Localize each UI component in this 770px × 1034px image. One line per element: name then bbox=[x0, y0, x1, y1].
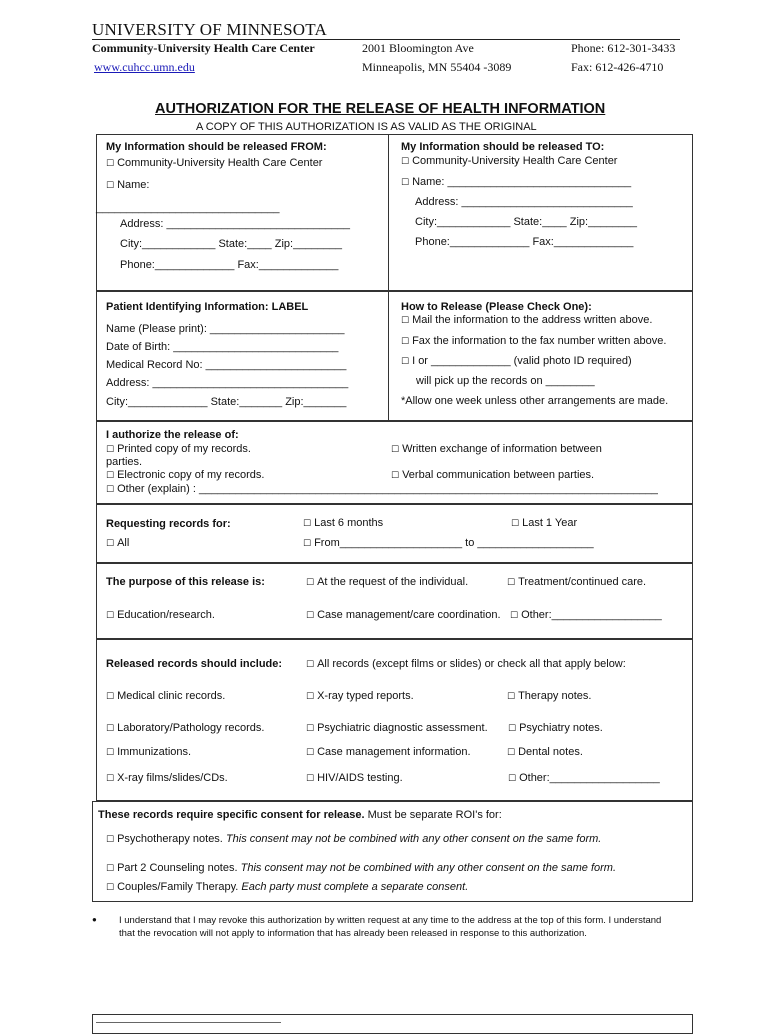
released-label: Released records should include: bbox=[106, 658, 283, 670]
requesting-label: Requesting records for: bbox=[106, 518, 231, 530]
specific-couples[interactable] bbox=[106, 881, 468, 893]
specific-heading-line bbox=[98, 809, 502, 821]
address-line-1: 2001 Bloomington Ave bbox=[362, 41, 474, 55]
address-line-2: Minneapolis, MN 55404 -3089 bbox=[362, 60, 512, 74]
checkbox-icon: ☐ bbox=[508, 774, 517, 784]
checkbox-icon: ☐ bbox=[106, 864, 115, 874]
checkbox-icon: ☐ bbox=[106, 883, 115, 893]
to-phone-field[interactable]: Phone:_____________ Fax:_____________ bbox=[415, 236, 634, 248]
checkbox-icon: ☐ bbox=[507, 748, 516, 758]
released-psych-assessment-label: Psychiatric diagnostic assessment. bbox=[317, 722, 488, 734]
to-city-field[interactable]: City:____________ State:____ Zip:________ bbox=[415, 216, 638, 228]
from-heading: My Information should be released FROM: bbox=[106, 141, 327, 153]
how-fax-label: Fax the information to the fax number written above. bbox=[412, 335, 667, 347]
released-case-mgmt-info-label: Case management information. bbox=[317, 746, 471, 758]
checkbox-icon: ☐ bbox=[106, 159, 115, 169]
checkbox-icon: ☐ bbox=[401, 337, 410, 347]
checkbox-icon: ☐ bbox=[106, 445, 115, 455]
to-option-center[interactable] bbox=[401, 155, 617, 167]
specific-part2-note: This consent may not be combined with any other consent on the same form. bbox=[240, 862, 617, 874]
checkbox-icon: ☐ bbox=[106, 539, 115, 549]
header-rule bbox=[92, 39, 680, 40]
patient-name-field[interactable]: Name (Please print): ______________________ bbox=[106, 323, 345, 335]
checkbox-icon: ☐ bbox=[106, 471, 115, 481]
requesting-last1year[interactable] bbox=[511, 517, 577, 529]
purpose-box bbox=[96, 563, 693, 639]
how-fax-option[interactable] bbox=[401, 335, 666, 347]
how-pickup-date[interactable]: will pick up the records on ________ bbox=[416, 375, 595, 387]
patient-how-divider bbox=[388, 291, 389, 421]
authorize-parties: parties. bbox=[106, 456, 143, 468]
from-address-field[interactable]: Address: ______________________________ bbox=[120, 218, 350, 230]
requesting-last6[interactable] bbox=[303, 517, 383, 529]
released-other-label: Other:__________________ bbox=[519, 772, 660, 784]
released-medical-clinic-label: Medical clinic records. bbox=[117, 690, 226, 702]
from-phone-field[interactable]: Phone:_____________ Fax:_____________ bbox=[120, 259, 339, 271]
checkbox-icon: ☐ bbox=[391, 471, 400, 481]
checkbox-icon: ☐ bbox=[303, 519, 312, 529]
from-name-field[interactable]: ______________________________ bbox=[96, 202, 280, 214]
requesting-all-label: All bbox=[117, 537, 130, 549]
purpose-label: The purpose of this release is: bbox=[106, 576, 265, 588]
purpose-other-label: Other:__________________ bbox=[521, 609, 662, 621]
patient-city-field[interactable]: City:_____________ State:_______ Zip:_______ bbox=[106, 396, 347, 408]
purpose-individual[interactable] bbox=[306, 576, 468, 588]
to-name-option[interactable] bbox=[401, 176, 631, 188]
authorize-verbal-label: Verbal communication between parties. bbox=[402, 469, 595, 481]
how-note: *Allow one week unless other arrangements are made. bbox=[401, 395, 669, 407]
released-xray-films[interactable] bbox=[106, 772, 228, 784]
requesting-from[interactable] bbox=[303, 537, 594, 549]
released-xray-films-label: X-ray films/slides/CDs. bbox=[117, 772, 228, 784]
released-therapy-label: Therapy notes. bbox=[518, 690, 592, 702]
specific-couples-label: Couples/Family Therapy. bbox=[117, 881, 239, 893]
to-address-field[interactable]: Address: ____________________________ bbox=[415, 196, 633, 208]
released-hiv[interactable] bbox=[306, 772, 403, 784]
purpose-other[interactable] bbox=[510, 609, 662, 621]
released-hiv-label: HIV/AIDS testing. bbox=[317, 772, 403, 784]
checkbox-icon: ☐ bbox=[306, 578, 315, 588]
revoke-text: I understand that I may revoke this authorization by written request at any time to the address at the top of this form. I understand that the revocation will not apply to information that has already been released in response to this authorization. bbox=[119, 915, 662, 939]
authorize-other[interactable] bbox=[106, 483, 658, 495]
released-medical-clinic[interactable] bbox=[106, 690, 225, 702]
from-name-label: Name: bbox=[117, 179, 150, 191]
checkbox-icon: ☐ bbox=[507, 578, 516, 588]
specific-psychotherapy-note: This consent may not be combined with any other consent on the same form. bbox=[225, 833, 602, 845]
purpose-treatment-label: Treatment/continued care. bbox=[518, 576, 647, 588]
checkbox-icon: ☐ bbox=[106, 485, 115, 495]
patient-address-field[interactable]: Address: ________________________________ bbox=[106, 377, 349, 389]
authorize-written-label: Written exchange of information between bbox=[402, 443, 602, 455]
from-to-divider bbox=[388, 134, 389, 291]
checkbox-icon: ☐ bbox=[106, 748, 115, 758]
how-mail-option[interactable] bbox=[401, 314, 652, 326]
released-psych-notes[interactable] bbox=[508, 722, 603, 734]
checkbox-icon: ☐ bbox=[401, 316, 410, 326]
checkbox-icon: ☐ bbox=[106, 724, 115, 734]
checkbox-icon: ☐ bbox=[306, 724, 315, 734]
signature-line bbox=[96, 1022, 281, 1023]
checkbox-icon: ☐ bbox=[306, 611, 315, 621]
checkbox-icon: ☐ bbox=[106, 835, 115, 845]
from-city-field[interactable]: City:____________ State:____ Zip:________ bbox=[120, 238, 343, 250]
how-heading: How to Release (Please Check One): bbox=[401, 301, 592, 313]
purpose-individual-label: At the request of the individual. bbox=[317, 576, 469, 588]
released-all[interactable] bbox=[306, 658, 626, 670]
checkbox-icon: ☐ bbox=[303, 539, 312, 549]
released-xray-typed-label: X-ray typed reports. bbox=[317, 690, 414, 702]
checkbox-icon: ☐ bbox=[106, 692, 115, 702]
authorize-written[interactable] bbox=[391, 443, 602, 455]
specific-heading: These records require specific consent for release. bbox=[98, 809, 365, 821]
released-lab[interactable] bbox=[106, 722, 264, 734]
released-psych-assessment[interactable] bbox=[306, 722, 488, 734]
checkbox-icon: ☐ bbox=[401, 357, 410, 367]
requesting-last6-label: Last 6 months bbox=[314, 517, 384, 529]
specific-part2-label: Part 2 Counseling notes. bbox=[117, 862, 238, 874]
revoke-bullet: ● bbox=[92, 915, 97, 924]
patient-heading: Patient Identifying Information: LABEL bbox=[106, 301, 309, 313]
purpose-case-mgmt[interactable] bbox=[306, 609, 501, 621]
checkbox-icon: ☐ bbox=[306, 660, 315, 670]
released-therapy[interactable] bbox=[507, 690, 591, 702]
released-dental[interactable] bbox=[507, 746, 583, 758]
specific-psychotherapy-label: Psychotherapy notes. bbox=[117, 833, 223, 845]
requesting-from-label: From____________________ to ___________________ bbox=[314, 537, 594, 549]
to-option-center-label: Community-University Health Care Center bbox=[412, 155, 618, 167]
checkbox-icon: ☐ bbox=[391, 445, 400, 455]
authorize-heading: I authorize the release of: bbox=[106, 429, 239, 441]
form-subtitle: A COPY OF THIS AUTHORIZATION IS AS VALID AS THE ORIGINAL bbox=[196, 121, 537, 133]
how-pickup-label: I or _____________ (valid photo ID required) bbox=[412, 355, 632, 367]
checkbox-icon: ☐ bbox=[306, 774, 315, 784]
specific-couples-note: Each party must complete a separate consent. bbox=[241, 881, 469, 893]
checkbox-icon: ☐ bbox=[401, 178, 410, 188]
released-psych-notes-label: Psychiatry notes. bbox=[519, 722, 603, 734]
released-all-label: All records (except films or slides) or check all that apply below: bbox=[317, 658, 626, 670]
requesting-all[interactable] bbox=[106, 537, 129, 549]
specific-heading-suffix: Must be separate ROI's for: bbox=[364, 809, 502, 821]
checkbox-icon: ☐ bbox=[507, 692, 516, 702]
requesting-box bbox=[96, 504, 693, 563]
purpose-treatment[interactable] bbox=[507, 576, 646, 588]
from-option-center[interactable] bbox=[106, 157, 322, 169]
released-dental-label: Dental notes. bbox=[518, 746, 583, 758]
released-case-mgmt-info[interactable] bbox=[306, 746, 471, 758]
checkbox-icon: ☐ bbox=[106, 181, 115, 191]
purpose-education[interactable] bbox=[106, 609, 215, 621]
from-option-center-label: Community-University Health Care Center bbox=[117, 157, 323, 169]
form-title: AUTHORIZATION FOR THE RELEASE OF HEALTH INFORMATION bbox=[155, 101, 606, 117]
checkbox-icon: ☐ bbox=[106, 774, 115, 784]
from-name-option[interactable] bbox=[106, 179, 149, 191]
center-name: Community-University Health Care Center bbox=[92, 41, 315, 55]
checkbox-icon: ☐ bbox=[401, 157, 410, 167]
requesting-last1year-label: Last 1 Year bbox=[522, 517, 578, 529]
website-link[interactable]: www.cuhcc.umn.edu bbox=[94, 60, 195, 74]
checkbox-icon: ☐ bbox=[511, 519, 520, 529]
authorize-printed[interactable] bbox=[106, 443, 251, 455]
specific-psychotherapy[interactable] bbox=[106, 833, 601, 845]
specific-part2[interactable] bbox=[106, 862, 616, 874]
authorize-electronic-label: Electronic copy of my records. bbox=[117, 469, 265, 481]
released-xray-typed[interactable] bbox=[306, 690, 414, 702]
released-other[interactable] bbox=[508, 772, 660, 784]
how-mail-label: Mail the information to the address written above. bbox=[412, 314, 653, 326]
released-immunizations[interactable] bbox=[106, 746, 191, 758]
purpose-education-label: Education/research. bbox=[117, 609, 215, 621]
checkbox-icon: ☐ bbox=[508, 724, 517, 734]
phone: Phone: 612-301-3433 bbox=[571, 41, 676, 55]
university-name: UNIVERSITY OF MINNESOTA bbox=[92, 20, 327, 39]
purpose-case-mgmt-label: Case management/care coordination. bbox=[317, 609, 501, 621]
patient-dob-field[interactable]: Date of Birth: ___________________________ bbox=[106, 341, 339, 353]
fax: Fax: 612-426-4710 bbox=[571, 60, 664, 74]
checkbox-icon: ☐ bbox=[106, 611, 115, 621]
authorize-verbal[interactable] bbox=[391, 469, 594, 481]
authorize-other-label: Other (explain) : ___________________________________________________________________________ bbox=[117, 483, 658, 495]
signature-box bbox=[92, 1014, 693, 1034]
checkbox-icon: ☐ bbox=[306, 748, 315, 758]
released-immunizations-label: Immunizations. bbox=[117, 746, 192, 758]
checkbox-icon: ☐ bbox=[306, 692, 315, 702]
how-pickup-option[interactable] bbox=[401, 355, 632, 367]
checkbox-icon: ☐ bbox=[510, 611, 519, 621]
authorize-printed-label: Printed copy of my records. bbox=[117, 443, 251, 455]
to-name-field: Name: ______________________________ bbox=[412, 176, 632, 188]
authorize-electronic[interactable] bbox=[106, 469, 264, 481]
patient-mrn-field[interactable]: Medical Record No: _______________________ bbox=[106, 359, 347, 371]
released-lab-label: Laboratory/Pathology records. bbox=[117, 722, 265, 734]
to-heading: My Information should be released TO: bbox=[401, 141, 605, 153]
